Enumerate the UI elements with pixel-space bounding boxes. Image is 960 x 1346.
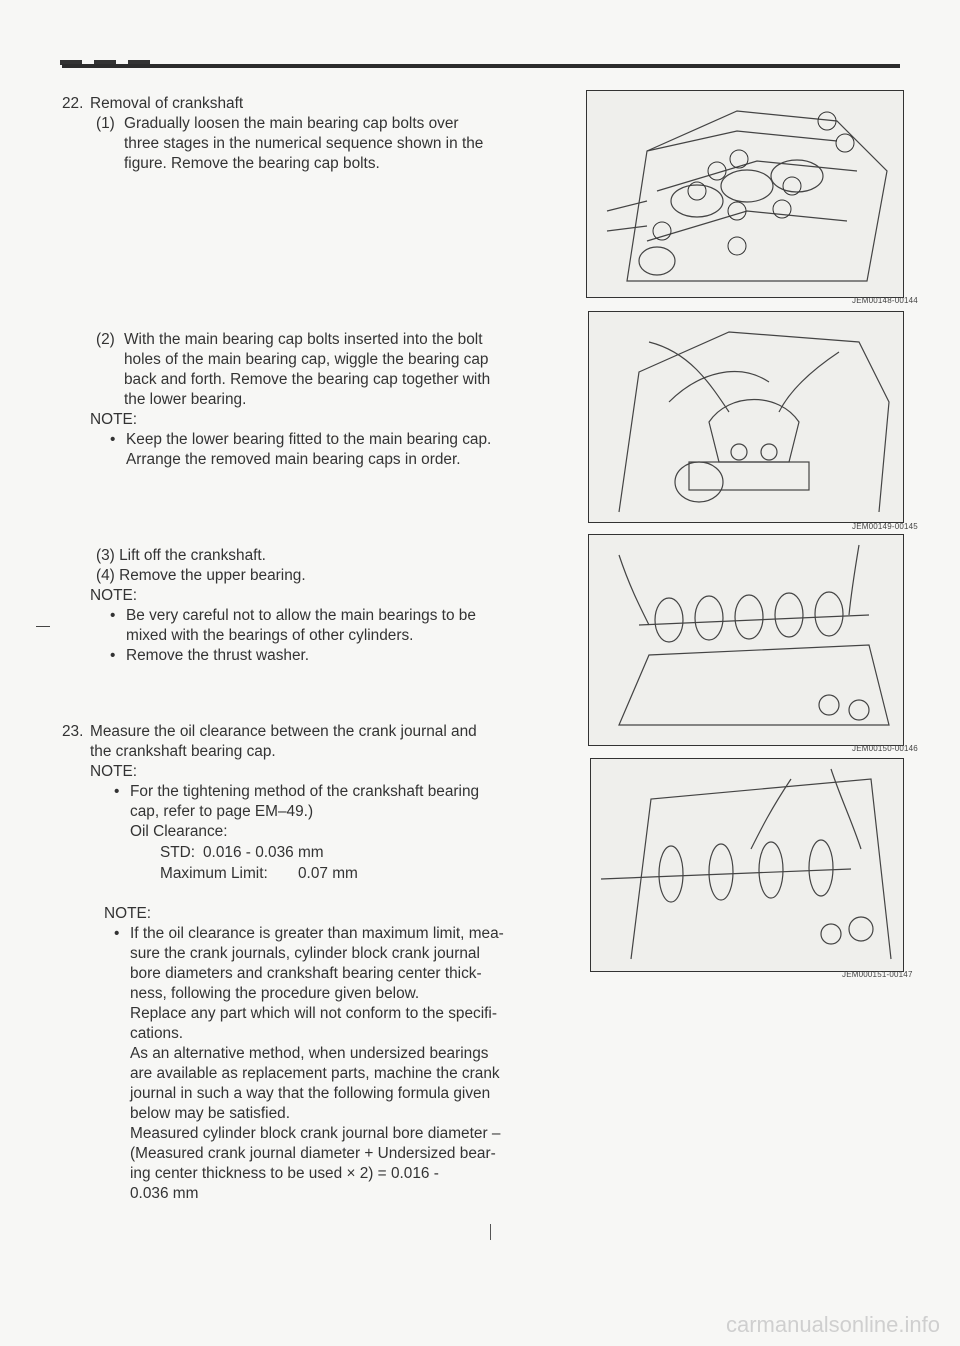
note-bullet-cont: Arrange the removed main bearing caps in order.	[126, 451, 461, 468]
step-22-2-line: back and forth. Remove the bearing cap together with	[124, 371, 491, 388]
note-bullet: • For the tightening method of the crankshaft bearing	[130, 782, 544, 802]
note-bullet: • Keep the lower bearing fitted to the main bearing cap.	[126, 430, 544, 450]
note-label: NOTE:	[104, 905, 152, 922]
note-line: 0.036 mm	[130, 1185, 199, 1202]
max-limit-label: Maximum Limit:	[160, 865, 268, 882]
step-22-2-line: With the main bearing cap bolts inserted into the bolt	[124, 331, 483, 348]
step-22-title: Removal of crankshaft	[90, 95, 244, 112]
header-rule	[62, 64, 900, 68]
figure-code: JEM00150-00146	[852, 744, 918, 753]
step-22-number: 22.	[62, 95, 84, 112]
step-23-line: Measure the oil clearance between the crank journal and	[90, 723, 477, 740]
max-limit-value: 0.07 mm	[298, 865, 358, 882]
step-22-1-line: Gradually loosen the main bearing cap bolts over	[124, 115, 459, 132]
engine-block-illustration	[587, 91, 903, 297]
note-line: below may be satisfied.	[130, 1105, 290, 1122]
bearing-cap-removal-illustration	[589, 312, 903, 522]
watermark: carmanualsonline.info	[725, 1312, 940, 1337]
figure-lift-crankshaft	[588, 534, 904, 746]
note-line: Replace any part which will not conform to the specifi-	[130, 1005, 497, 1022]
note-line: journal in such a way that the following formula given	[130, 1085, 491, 1102]
note-bullet: • Be very careful not to allow the main bearings to be	[126, 606, 544, 626]
note-bullet: • If the oil clearance is greater than maximum limit, mea-	[130, 924, 544, 944]
figure-code: JEM000151-00147	[842, 970, 913, 979]
step-22-4: (4) Remove the upper bearing.	[96, 567, 306, 584]
figure-code: JEM00148-00144	[852, 296, 918, 305]
note-line: bore diameters and crankshaft bearing center thick-	[130, 965, 482, 982]
note-line: Measured cylinder block crank journal bore diameter –	[130, 1125, 501, 1142]
figure-bearing-cap-bolt-sequence	[586, 90, 904, 298]
margin-dash	[36, 626, 50, 627]
note-line: cations.	[130, 1025, 184, 1042]
figure-measure-oil-clearance	[590, 758, 904, 972]
step-22-2-line: holes of the main bearing cap, wiggle the bearing cap	[124, 351, 489, 368]
step-22-2-line: the lower bearing.	[124, 391, 247, 408]
note-line: are available as replacement parts, machine the crank	[130, 1065, 500, 1082]
std-value: 0.016 - 0.036 mm	[203, 844, 324, 861]
note-bullet: • Remove the thrust washer.	[126, 646, 309, 666]
step-22-1-line: figure. Remove the bearing cap bolts.	[124, 155, 380, 172]
crankshaft-lift-illustration	[589, 535, 903, 745]
oil-clearance-measure-illustration	[591, 759, 903, 971]
step-22-2-number: (2)	[96, 331, 115, 348]
oil-clearance-label: Oil Clearance:	[130, 823, 228, 840]
note-line: ness, following the procedure given below.	[130, 985, 420, 1002]
figure-remove-bearing-cap	[588, 311, 904, 523]
note-line: As an alternative method, when undersized bearings	[130, 1045, 489, 1062]
figure-code: JEM00149-00145	[852, 522, 918, 531]
step-22-1-number: (1)	[96, 115, 115, 132]
note-label: NOTE:	[90, 411, 138, 428]
section-header-mark	[60, 52, 180, 62]
note-line: sure the crank journals, cylinder block crank journal	[130, 945, 480, 962]
step-23-number: 23.	[62, 723, 84, 740]
note-bullet-cont: mixed with the bearings of other cylinders.	[126, 627, 414, 644]
step-22-1-line: three stages in the numerical sequence shown in the	[124, 135, 484, 152]
step-22-3: (3) Lift off the crankshaft.	[96, 547, 266, 564]
note-line: (Measured crank journal diameter + Undersized bear-	[130, 1145, 496, 1162]
note-line: ing center thickness to be used × 2) = 0.016 -	[130, 1165, 439, 1182]
std-label: STD:	[160, 844, 196, 861]
note-bullet-cont: cap, refer to page EM–49.)	[130, 803, 314, 820]
note-label: NOTE:	[90, 587, 138, 604]
page-mark	[490, 1224, 491, 1240]
note-label: NOTE:	[90, 763, 138, 780]
step-23-line: the crankshaft bearing cap.	[90, 743, 276, 760]
